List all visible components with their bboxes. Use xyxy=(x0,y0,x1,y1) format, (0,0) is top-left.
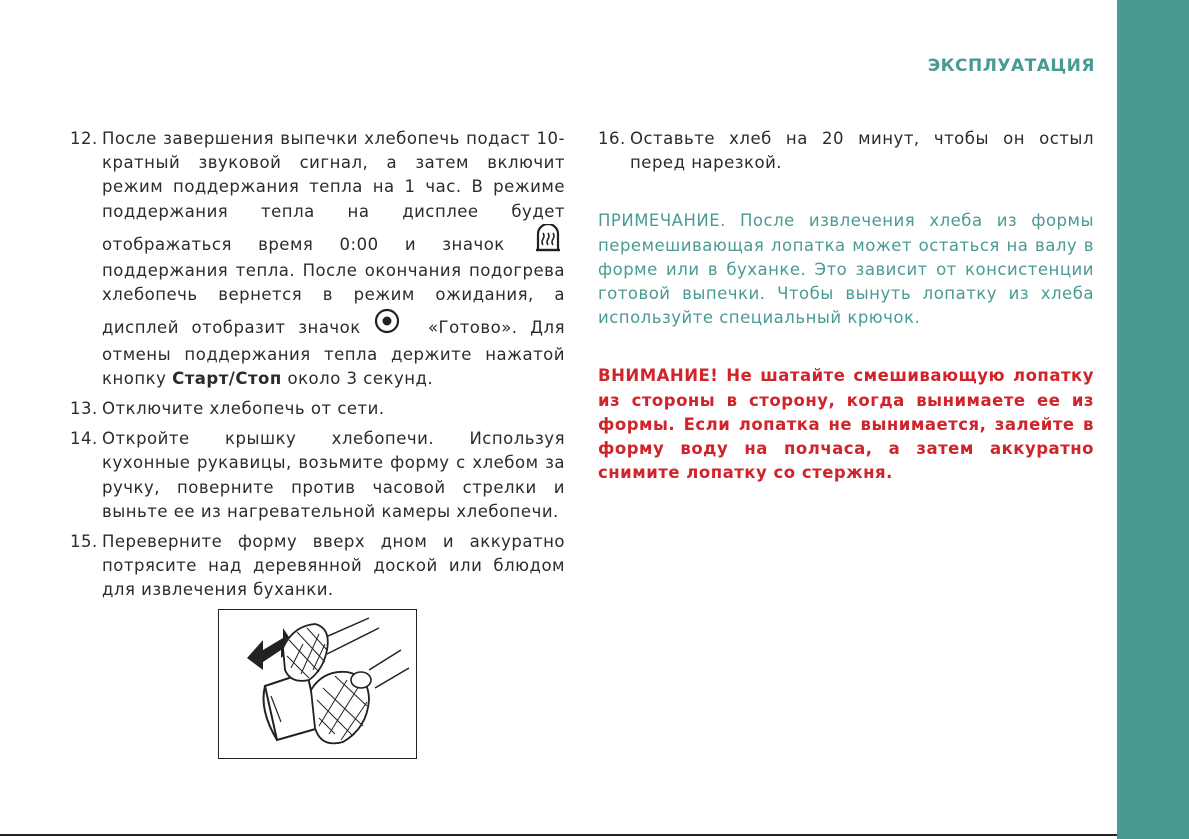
side-color-bar xyxy=(1117,0,1189,839)
item-number: 16. xyxy=(598,129,626,148)
item-text-part1: После завершения выпечки хлебопечь подаст 10-кратный звуковой сигнал, а затем включит режим поддержания тепла на 1 час. В режиме поддержания тепла на дисплее будет отображаться время 0:00 и значок xyxy=(102,129,565,254)
item-text-part4: около 3 секунд. xyxy=(287,368,434,388)
item-text: Переверните форму вверх дном и аккуратно потрясите над деревянной доской или блюдом для извлечения буханки. xyxy=(102,532,565,600)
item-text-part3: «Готово». Для отмены поддержания тепла держите нажатой кнопку xyxy=(102,318,566,388)
keep-warm-icon xyxy=(535,224,561,259)
instruction-16 xyxy=(598,127,1094,175)
shaking-pan-illustration xyxy=(218,609,417,759)
item-number: 15. xyxy=(70,532,98,552)
item-text: Откройте крышку хлебопечи. Используя кухонные рукавицы, возьмите форму с хлебом за ручку, поверните против часовой стрелки и выньте ее из нагревательной камеры хлебопечи. xyxy=(102,429,565,521)
item-text: Отключите хлебопечь от сети. xyxy=(102,399,385,419)
item-text: Оставьте хлеб на 20 минут, чтобы он остыл перед нарезкой. xyxy=(630,129,1094,173)
instruction-14 xyxy=(70,427,565,524)
item-text-part2: поддержания тепла. После окончания подогрева хлебопечь вернется в режим ожидания, а дисплей отобразит значок xyxy=(102,261,565,338)
bottom-rule xyxy=(0,834,1117,836)
instruction-13 xyxy=(70,397,565,421)
right-column xyxy=(598,127,1094,485)
item-number: 12. xyxy=(70,129,98,148)
item-number: 13. xyxy=(70,399,98,419)
note-paragraph: ПРИМЕЧАНИЕ. После извлечения хлеба из формы перемешивающая лопатка может остаться на валу в форме или в буханке. Это зависит от консистенции готовой выпечки. Чтобы вынуть лопатку из хлеба используйте специальный крючок. xyxy=(598,211,1094,328)
left-column xyxy=(70,127,565,609)
ready-icon xyxy=(373,307,401,342)
item-number: 14. xyxy=(70,429,98,449)
warning-paragraph: ВНИМАНИЕ! Не шатайте смешивающую лопатку из стороны в сторону, когда вынимаете ее из формы. Если лопатка не вынимается, залейте в форму воду на полчаса, а затем аккуратно снимите лопатку со стержня. xyxy=(598,366,1094,483)
section-title: ЭКСПЛУАТАЦИЯ xyxy=(927,56,1095,76)
start-stop-button-name: Старт/Стоп xyxy=(172,368,282,388)
instruction-15 xyxy=(70,530,565,603)
instruction-12 xyxy=(70,127,565,391)
